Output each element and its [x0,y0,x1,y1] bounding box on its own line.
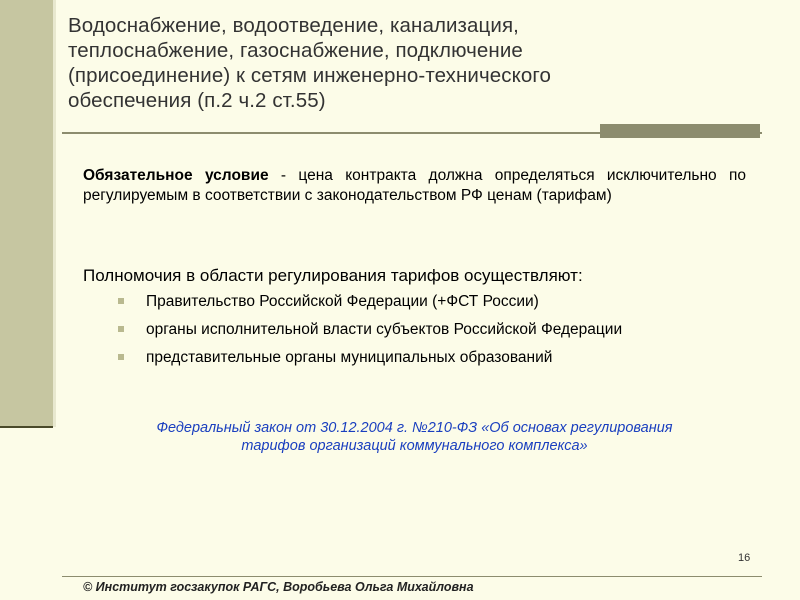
authorities-list [118,292,746,376]
title-accent-bar [600,124,760,138]
condition-bold: Обязательное условие [83,167,269,184]
bullet-icon [118,298,124,304]
bullet-icon [118,326,124,332]
sidebar-edge [53,0,56,427]
mandatory-condition [83,166,746,206]
title-line-2: теплоснабжение, газоснабжение, подключение [68,39,523,62]
law-line-1: Федеральный закон от 30.12.2004 г. №210-ФЗ «Об основах регулирования [156,420,673,436]
slide-title [68,13,728,113]
footer-copyright: © Институт госзакупок РАГС, Воробьева Ольга Михайловна [83,580,474,594]
title-line-4: обеспечения (п.2 ч.2 ст.55) [68,89,326,112]
federal-law-reference [83,419,746,455]
page-number: 16 [738,552,751,564]
list-item [118,348,746,367]
list-item [118,320,746,339]
list-item-text: органы исполнительной власти субъектов Российской Федерации [146,321,623,338]
bullet-icon [118,354,124,360]
powers-heading: Полномочия в области регулирования тарифов осуществляют: [83,266,583,285]
law-line-2: тарифов организаций коммунального комплекса» [241,438,588,454]
sidebar-panel [0,0,53,427]
title-line-3: (присоединение) к сетям инженерно-технического [68,64,552,87]
list-item [118,292,746,311]
footer-divider [62,576,762,577]
title-line-1: Водоснабжение, водоотведение, канализация, [68,14,519,37]
sidebar-divider [0,426,53,428]
condition-text: - цена контракта должна определяться исключительно по регулируемым в соответствии с законодательством РФ ценам (тарифам) [83,167,746,204]
list-item-text: представительные органы муниципальных образований [146,349,553,366]
list-item-text: Правительство Российской Федерации (+ФСТ России) [146,293,539,310]
